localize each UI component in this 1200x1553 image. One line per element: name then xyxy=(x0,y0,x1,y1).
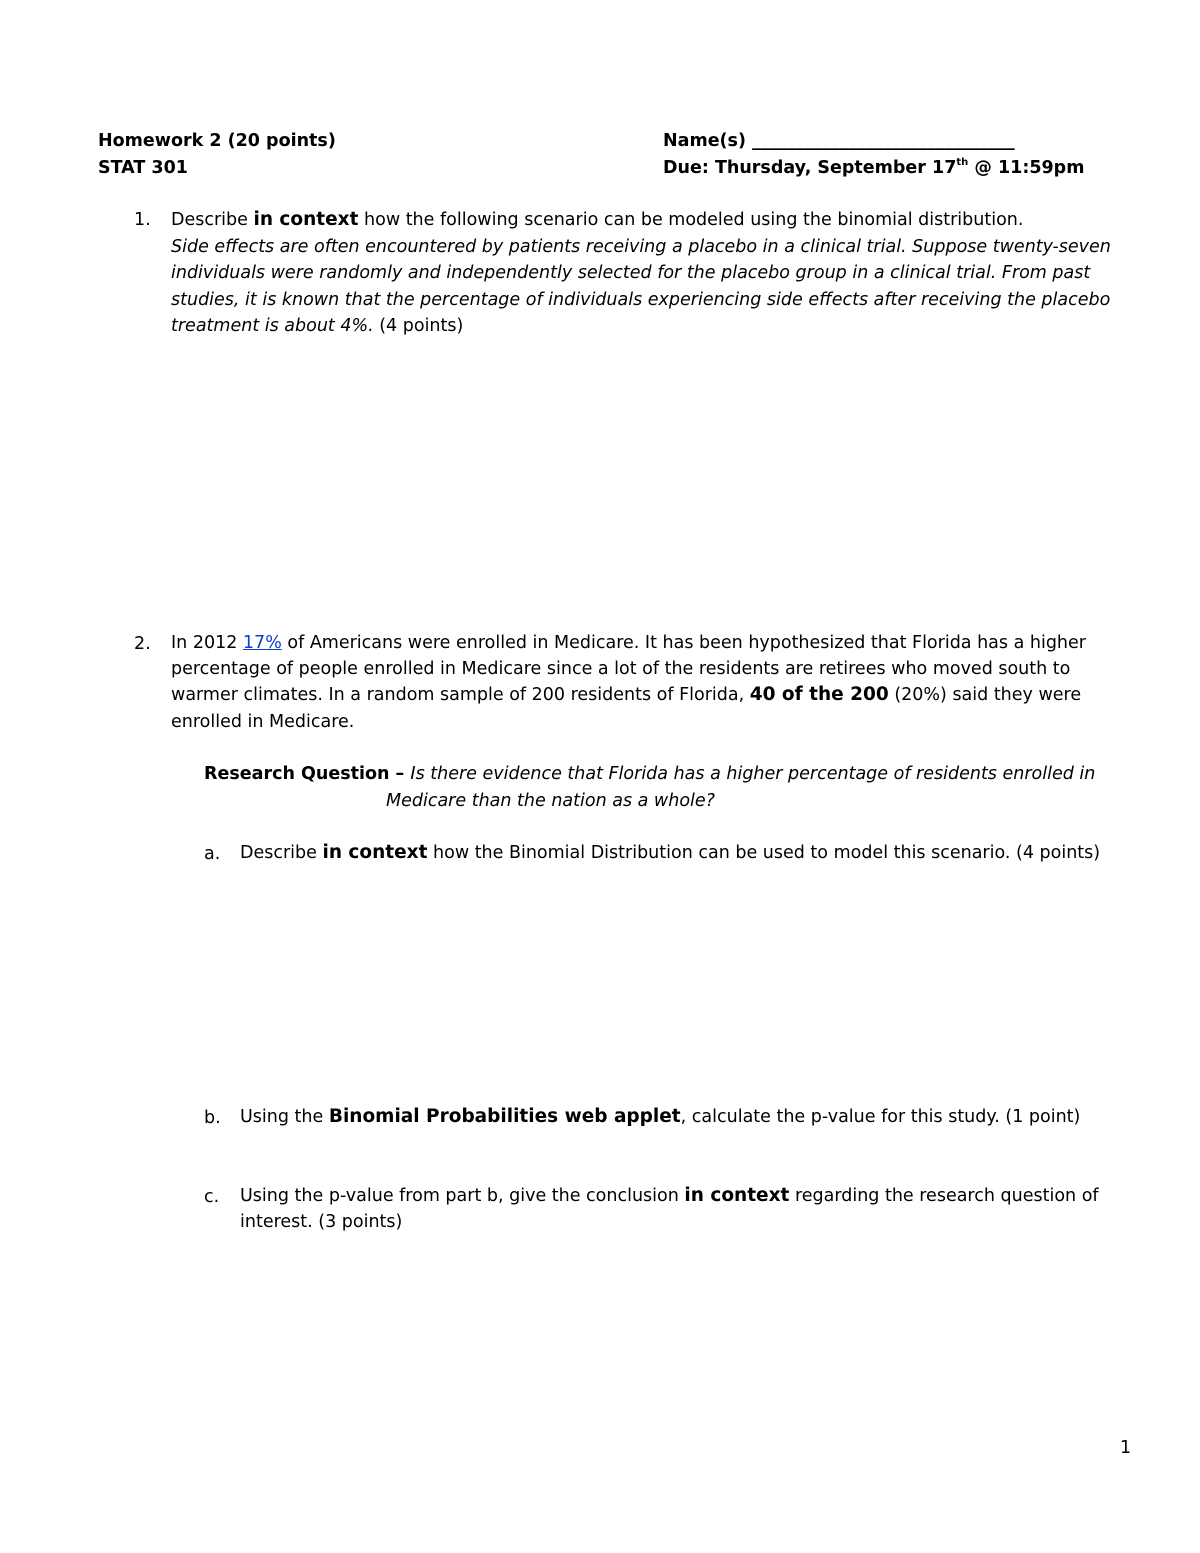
part-a-after: how the Binomial Distribution can be used to model this scenario. (4 points) xyxy=(427,843,1101,863)
q1-lead-before: Describe xyxy=(171,210,254,230)
research-question xyxy=(204,761,1095,787)
q1-lead-after: how the following scenario can be modeled using the binomial distribution. xyxy=(358,210,1024,230)
research-question-line-2: Medicare than the nation as a whole? xyxy=(386,791,715,811)
part-c-after: regarding the research question of xyxy=(789,1186,1099,1206)
part-c-line-2: interest. (3 points) xyxy=(240,1212,403,1232)
part-a-emphasis: in context xyxy=(322,842,428,863)
research-question-label: Research Question – xyxy=(204,764,411,784)
q2-line-3 xyxy=(171,682,1081,708)
part-c-prompt xyxy=(240,1183,1099,1209)
part-a-prompt xyxy=(240,840,1100,866)
part-b-after: , calculate the p-value for this study. (1 point) xyxy=(680,1107,1081,1127)
q2-l3-end: (20%) said they were xyxy=(888,685,1082,705)
part-b-emphasis: Binomial Probabilities web applet xyxy=(328,1106,681,1127)
q2-line-1 xyxy=(171,630,1086,656)
question-1-number: 1. xyxy=(134,210,151,230)
question-1-prompt xyxy=(171,207,1023,233)
part-b-letter: b. xyxy=(204,1108,221,1128)
q2-l3-start: warmer climates. In a random sample of 200 residents of Florida, xyxy=(171,685,750,705)
q1-scenario-end: treatment is about 4%. xyxy=(171,316,374,336)
q2-line-4: enrolled in Medicare. xyxy=(171,712,355,732)
course-code: STAT 301 xyxy=(98,158,188,178)
q2-line-2: percentage of people enrolled in Medicare since a lot of the residents are retirees who moved south to xyxy=(171,659,1071,679)
question-2-number: 2. xyxy=(134,634,151,654)
q1-scenario-line: individuals were randomly and independently selected for the placebo group in a clinical trial. From past xyxy=(171,263,1091,283)
part-c-emphasis: in context xyxy=(684,1185,790,1206)
due-date-time: @ 11:59pm xyxy=(968,158,1085,178)
q2-l1-start: In 2012 xyxy=(171,633,243,653)
q2-l1-end: of Americans were enrolled in Medicare. It has been hypothesized that Florida has a higher xyxy=(281,633,1086,653)
part-a-before: Describe xyxy=(240,843,323,863)
due-date-superscript: th xyxy=(956,157,969,169)
medicare-stat-link[interactable]: 17% xyxy=(242,633,282,653)
page-number: 1 xyxy=(1120,1438,1132,1458)
part-c-letter: c. xyxy=(204,1187,220,1207)
q1-scenario-last-line xyxy=(171,313,463,339)
q2-l3-emphasis: 40 of the 200 xyxy=(749,684,889,705)
q1-scenario-line: studies, it is known that the percentage of individuals experiencing side effects after receiving the placebo xyxy=(171,290,1111,310)
part-b-before: Using the xyxy=(240,1107,329,1127)
q1-points: (4 points) xyxy=(373,316,464,336)
homework-title: Homework 2 (20 points) xyxy=(98,131,336,151)
part-c-before: Using the p-value from part b, give the conclusion xyxy=(240,1186,685,1206)
due-date-main: Due: Thursday, September 17 xyxy=(663,158,957,178)
name-field-label: Name(s) ______________________________ xyxy=(663,131,1015,151)
part-a-letter: a. xyxy=(204,844,221,864)
part-b-prompt xyxy=(240,1104,1080,1130)
q1-scenario-line: Side effects are often encountered by patients receiving a placebo in a clinical trial. Suppose twenty-seven xyxy=(171,237,1111,257)
due-date xyxy=(663,158,1084,178)
q1-lead-emphasis: in context xyxy=(253,209,359,230)
research-question-text: Is there evidence that Florida has a higher percentage of residents enrolled in xyxy=(410,764,1096,784)
